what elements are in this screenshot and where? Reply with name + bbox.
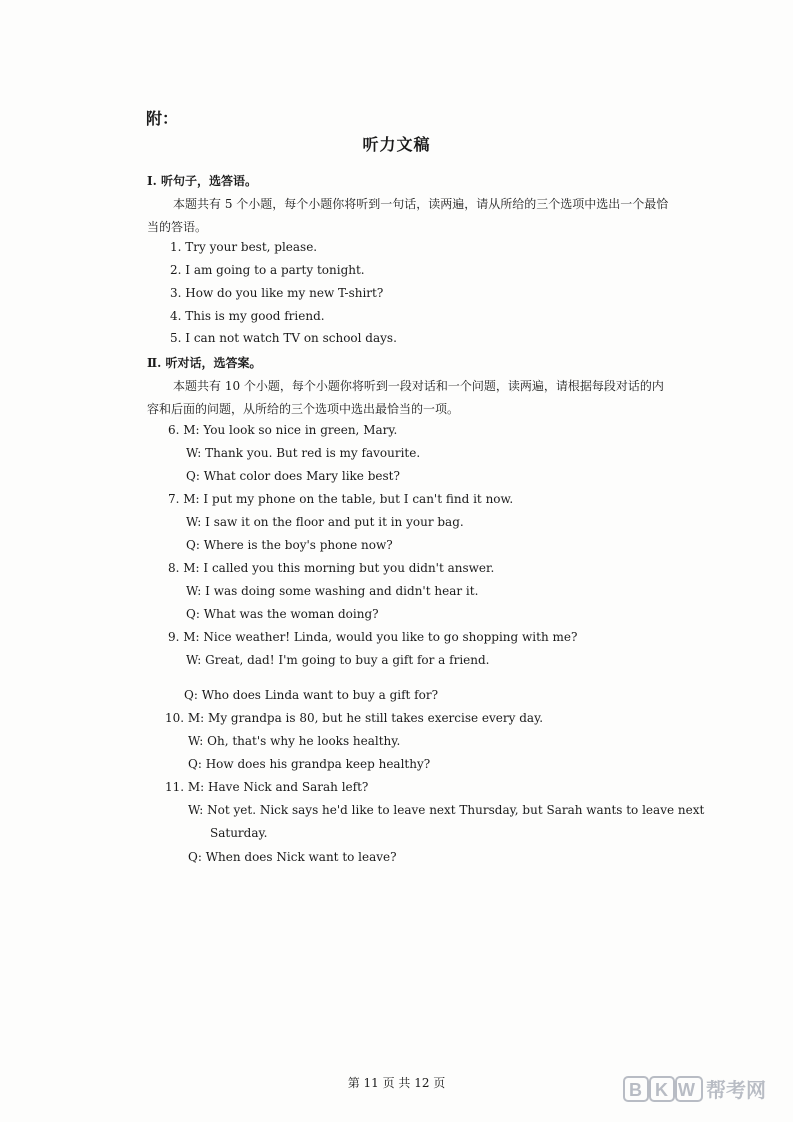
part1-instruction-line: 当的答语。 (147, 220, 208, 234)
dialogue-line: 7. M: I put my phone on the table, but I can't find it now. (168, 492, 514, 506)
part2-instruction-line: 容和后面的问题，从所给的三个选项中选出最恰当的一项。 (147, 402, 460, 416)
dialogue-line: W: Thank you. But red is my favourite. (186, 446, 421, 460)
part2-heading: Ⅱ. 听对话，选答案。 (147, 356, 262, 370)
part1-instruction-line: 本题共有 5 个小题，每个小题你将听到一句话，读两遍，请从所给的三个选项中选出一个最恰 (173, 197, 669, 211)
attachment-label: 附： (146, 109, 179, 128)
svg-text:W: W (678, 1080, 695, 1100)
dialogue-line: Q: When does Nick want to leave? (188, 850, 397, 864)
dialogue-line: W: Not yet. Nick says he'd like to leave next Thursday, but Sarah wants to leave next (188, 803, 705, 817)
list-item: 5. I can not watch TV on school days. (170, 331, 397, 345)
dialogue-line: Saturday. (210, 826, 268, 840)
dialogue-line: Q: Who does Linda want to buy a gift for? (184, 688, 439, 702)
svg-text:K: K (655, 1080, 668, 1100)
dialogue-line: W: Great, dad! I'm going to buy a gift for a friend. (186, 653, 490, 667)
svg-text:B: B (629, 1080, 642, 1100)
part1-heading: Ⅰ. 听句子，选答语。 (147, 174, 257, 188)
list-item: 3. How do you like my new T-shirt? (170, 286, 384, 300)
dialogue-line: W: Oh, that's why he looks healthy. (188, 734, 401, 748)
dialogue-line: W: I was doing some washing and didn't hear it. (186, 584, 479, 598)
dialogue-line: 6. M: You look so nice in green, Mary. (168, 423, 398, 437)
list-item: 1. Try your best, please. (170, 240, 318, 254)
list-item: 4. This is my good friend. (170, 309, 325, 323)
watermark-logo-icon (622, 1071, 778, 1107)
list-item: 2. I am going to a party tonight. (170, 263, 365, 277)
dialogue-line: Q: How does his grandpa keep healthy? (188, 757, 431, 771)
page-number: 第 11 页 共 12 页 (347, 1076, 446, 1090)
dialogue-line: 9. M: Nice weather! Linda, would you like to go shopping with me? (168, 630, 578, 644)
page-title: 听力文稿 (362, 135, 431, 154)
svg-text:帮考网: 帮考网 (706, 1078, 766, 1102)
dialogue-line: Q: Where is the boy's phone now? (186, 538, 393, 552)
dialogue-line: W: I saw it on the floor and put it in your bag. (186, 515, 464, 529)
dialogue-line: Q: What color does Mary like best? (186, 469, 400, 483)
dialogue-line: Q: What was the woman doing? (186, 607, 379, 621)
dialogue-line: 11. M: Have Nick and Sarah left? (165, 780, 369, 794)
dialogue-line: 8. M: I called you this morning but you didn't answer. (168, 561, 495, 575)
dialogue-line: 10. M: My grandpa is 80, but he still takes exercise every day. (165, 711, 544, 725)
part2-instruction-line: 本题共有 10 个小题，每个小题你将听到一段对话和一个问题，读两遍，请根据每段对话的内 (173, 379, 664, 393)
watermark-logo (622, 1071, 778, 1107)
